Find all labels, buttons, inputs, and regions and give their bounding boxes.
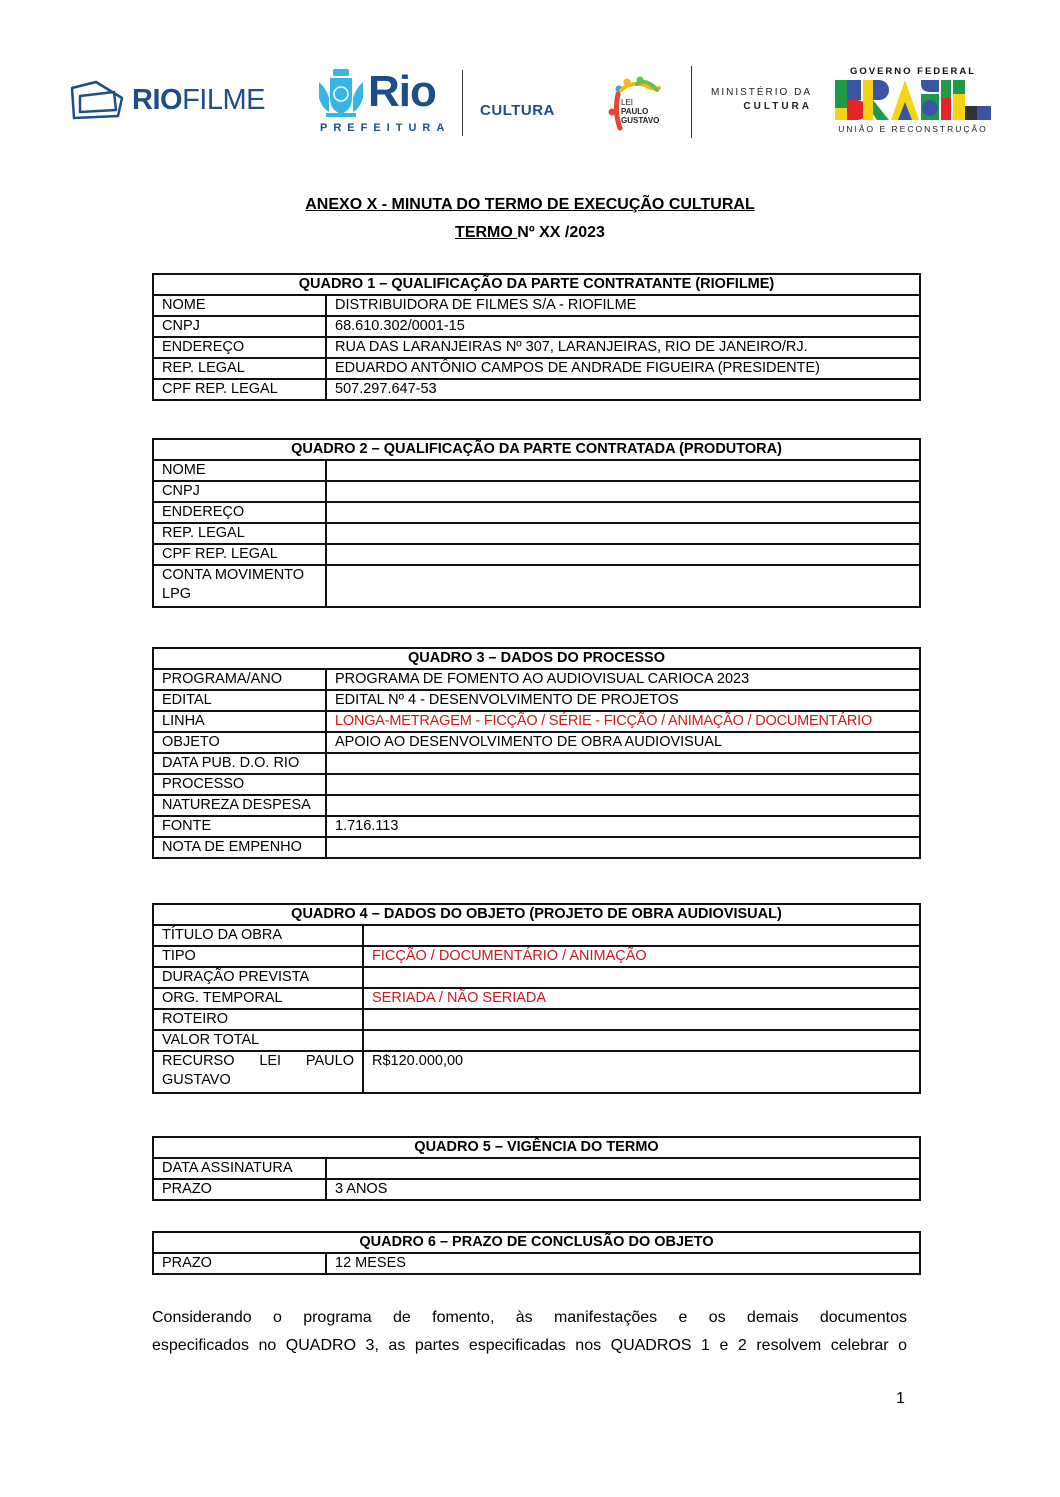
- lpg-line2: PAULO: [621, 107, 649, 116]
- table-row: [153, 316, 920, 337]
- table-row: [153, 358, 920, 379]
- row-label: PRAZO: [153, 1253, 326, 1274]
- row-label: ORG. TEMPORAL: [153, 988, 363, 1009]
- row-value: [326, 1158, 920, 1179]
- table-row: [153, 1051, 920, 1093]
- quadro-4-table: [152, 903, 921, 1094]
- table-row: [153, 565, 920, 607]
- row-label: CNPJ: [153, 316, 326, 337]
- minc-line1: MINISTÉRIO DA: [710, 87, 812, 98]
- row-value-highlighted: LONGA-METRAGEM - FICÇÃO / SÉRIE - FICÇÃO / ANIMAÇÃO / DOCUMENTÁRIO: [326, 711, 920, 732]
- header-logos: [66, 62, 996, 142]
- table-row: [153, 1179, 920, 1200]
- row-value: [326, 544, 920, 565]
- row-value-highlighted: SERIADA / NÃO SERIADA: [363, 988, 920, 1009]
- quadro-4-title: QUADRO 4 – DADOS DO OBJETO (PROJETO DE OBRA AUDIOVISUAL): [153, 904, 920, 925]
- table-row: [153, 523, 920, 544]
- row-value: [326, 753, 920, 774]
- row-label: PRAZO: [153, 1179, 326, 1200]
- table-row: [153, 502, 920, 523]
- row-label: FONTE: [153, 816, 326, 837]
- logo-divider: [462, 70, 463, 136]
- row-label: CNPJ: [153, 481, 326, 502]
- row-value: [363, 1030, 920, 1051]
- row-label: TIPO: [153, 946, 363, 967]
- row-value: R$120.000,00: [363, 1051, 920, 1093]
- row-label: TÍTULO DA OBRA: [153, 925, 363, 946]
- table-row: [153, 967, 920, 988]
- riofilme-logo: [66, 78, 265, 122]
- table-row: [153, 816, 920, 837]
- table-row: [153, 460, 920, 481]
- row-label: REP. LEGAL: [153, 523, 326, 544]
- row-label: [153, 1051, 363, 1093]
- row-value: 68.610.302/0001-15: [326, 316, 920, 337]
- row-value: EDUARDO ANTÔNIO CAMPOS DE ANDRADE FIGUEIRA (PRESIDENTE): [326, 358, 920, 379]
- quadro-1-title: QUADRO 1 – QUALIFICAÇÃO DA PARTE CONTRATANTE (RIOFILME): [153, 274, 920, 295]
- table-row: [153, 774, 920, 795]
- table-row: [153, 544, 920, 565]
- row-value: [326, 795, 920, 816]
- row-value: [363, 1009, 920, 1030]
- quadro-3-table: [152, 647, 921, 859]
- lpg-line1: LEI: [621, 98, 634, 107]
- row-label: ENDEREÇO: [153, 337, 326, 358]
- row-value: EDITAL Nº 4 - DESENVOLVIMENTO DE PROJETOS: [326, 690, 920, 711]
- quadro-6-title: QUADRO 6 – PRAZO DE CONCLUSÃO DO OBJETO: [153, 1232, 920, 1253]
- row-label: NOTA DE EMPENHO: [153, 837, 326, 858]
- row-label: ROTEIRO: [153, 1009, 363, 1030]
- table-row: [153, 946, 920, 967]
- row-label: REP. LEGAL: [153, 358, 326, 379]
- coat-of-arms-icon: [316, 68, 366, 120]
- row-label: DATA ASSINATURA: [153, 1158, 326, 1179]
- row-label: CPF REP. LEGAL: [153, 544, 326, 565]
- table-row: [153, 481, 920, 502]
- subtitle-termo: TERMO: [455, 224, 518, 241]
- lpg-line3: GUSTAVO: [621, 116, 660, 125]
- table-row: [153, 1030, 920, 1051]
- row-label: DURAÇÃO PREVISTA: [153, 967, 363, 988]
- row-label-line2: GUSTAVO: [162, 1072, 231, 1088]
- cultura-label: CULTURA: [480, 102, 555, 119]
- quadro-2-table: [152, 438, 921, 608]
- prefeitura-rio-logo: [316, 68, 451, 138]
- row-value: [326, 774, 920, 795]
- row-label: DATA PUB. D.O. RIO: [153, 753, 326, 774]
- row-value: RUA DAS LARANJEIRAS Nº 307, LARANJEIRAS, RIO DE JANEIRO/RJ.: [326, 337, 920, 358]
- subtitle-number: Nº XX /2023: [517, 224, 605, 241]
- row-label: NATUREZA DESPESA: [153, 795, 326, 816]
- prefeitura-rio-wordmark: Rio: [368, 67, 436, 116]
- logo-divider-2: [691, 66, 692, 138]
- riofilme-bold: RIO: [132, 83, 183, 116]
- page-number: 1: [896, 1390, 905, 1407]
- governo-federal-brasil-logo: [833, 66, 993, 138]
- uniao-reconstrucao-label: UNIÃO E RECONSTRUÇÃO: [838, 124, 988, 134]
- table-row: [153, 988, 920, 1009]
- row-label: EDITAL: [153, 690, 326, 711]
- row-label: CPF REP. LEGAL: [153, 379, 326, 400]
- prefeitura-label: PREFEITURA: [320, 122, 451, 134]
- row-value: [326, 502, 920, 523]
- table-row: [153, 732, 920, 753]
- table-row: [153, 337, 920, 358]
- table-row: [153, 669, 920, 690]
- row-value: APOIO AO DESENVOLVIMENTO DE OBRA AUDIOVISUAL: [326, 732, 920, 753]
- table-row: [153, 795, 920, 816]
- paragraph-line-1: Considerando o programa de fomento, às manifestações e os demais documentos: [152, 1309, 907, 1326]
- row-value: [326, 565, 920, 607]
- riofilme-film-icon: [66, 80, 126, 120]
- row-label: VALOR TOTAL: [153, 1030, 363, 1051]
- table-row: [153, 295, 920, 316]
- brasil-wordmark-icon: [835, 80, 991, 120]
- ministerio-cultura-logo: [708, 86, 812, 114]
- row-label-line1: RECURSO LEI PAULO: [162, 1053, 354, 1069]
- row-label: PROCESSO: [153, 774, 326, 795]
- row-label: CONTA MOVIMENTO LPG: [153, 565, 326, 607]
- row-value: [326, 460, 920, 481]
- row-value: 12 MESES: [326, 1253, 920, 1274]
- table-row: [153, 711, 920, 732]
- row-value: [363, 967, 920, 988]
- row-label: LINHA: [153, 711, 326, 732]
- table-row: [153, 1009, 920, 1030]
- table-row: [153, 379, 920, 400]
- table-row: [153, 690, 920, 711]
- row-label: ENDEREÇO: [153, 502, 326, 523]
- row-value: DISTRIBUIDORA DE FILMES S/A - RIOFILME: [326, 295, 920, 316]
- table-row: [153, 837, 920, 858]
- row-value: [326, 837, 920, 858]
- quadro-2-title: QUADRO 2 – QUALIFICAÇÃO DA PARTE CONTRATADA (PRODUTORA): [153, 439, 920, 460]
- row-value: 1.716.113: [326, 816, 920, 837]
- quadro-5-title: QUADRO 5 – VIGÊNCIA DO TERMO: [153, 1137, 920, 1158]
- row-value: [326, 481, 920, 502]
- document-subtitle: [0, 224, 1060, 242]
- row-label: NOME: [153, 460, 326, 481]
- governo-federal-label: GOVERNO FEDERAL: [849, 66, 977, 77]
- row-value: [363, 925, 920, 946]
- row-label: NOME: [153, 295, 326, 316]
- lei-paulo-gustavo-logo: [607, 76, 687, 136]
- quadro-6-table: [152, 1231, 921, 1275]
- table-row: [153, 1253, 920, 1274]
- table-row: [153, 753, 920, 774]
- minc-line2: CULTURA: [743, 101, 812, 112]
- row-label: PROGRAMA/ANO: [153, 669, 326, 690]
- row-label: OBJETO: [153, 732, 326, 753]
- quadro-5-table: [152, 1136, 921, 1201]
- document-title: ANEXO X - MINUTA DO TERMO DE EXECUÇÃO CULTURAL: [305, 196, 755, 213]
- table-row: [153, 925, 920, 946]
- row-value: 507.297.647-53: [326, 379, 920, 400]
- table-row: [153, 1158, 920, 1179]
- row-value: PROGRAMA DE FOMENTO AO AUDIOVISUAL CARIOCA 2023: [326, 669, 920, 690]
- body-paragraph: [152, 1304, 907, 1360]
- quadro-3-title: QUADRO 3 – DADOS DO PROCESSO: [153, 648, 920, 669]
- row-value: [326, 523, 920, 544]
- paragraph-line-2: especificados no QUADRO 3, as partes especificadas nos QUADROS 1 e 2 resolvem celebrar o: [152, 1337, 907, 1354]
- row-value: 3 ANOS: [326, 1179, 920, 1200]
- row-value-highlighted: FICÇÃO / DOCUMENTÁRIO / ANIMAÇÃO: [363, 946, 920, 967]
- riofilme-light: FILME: [182, 83, 265, 116]
- quadro-1-table: [152, 273, 921, 401]
